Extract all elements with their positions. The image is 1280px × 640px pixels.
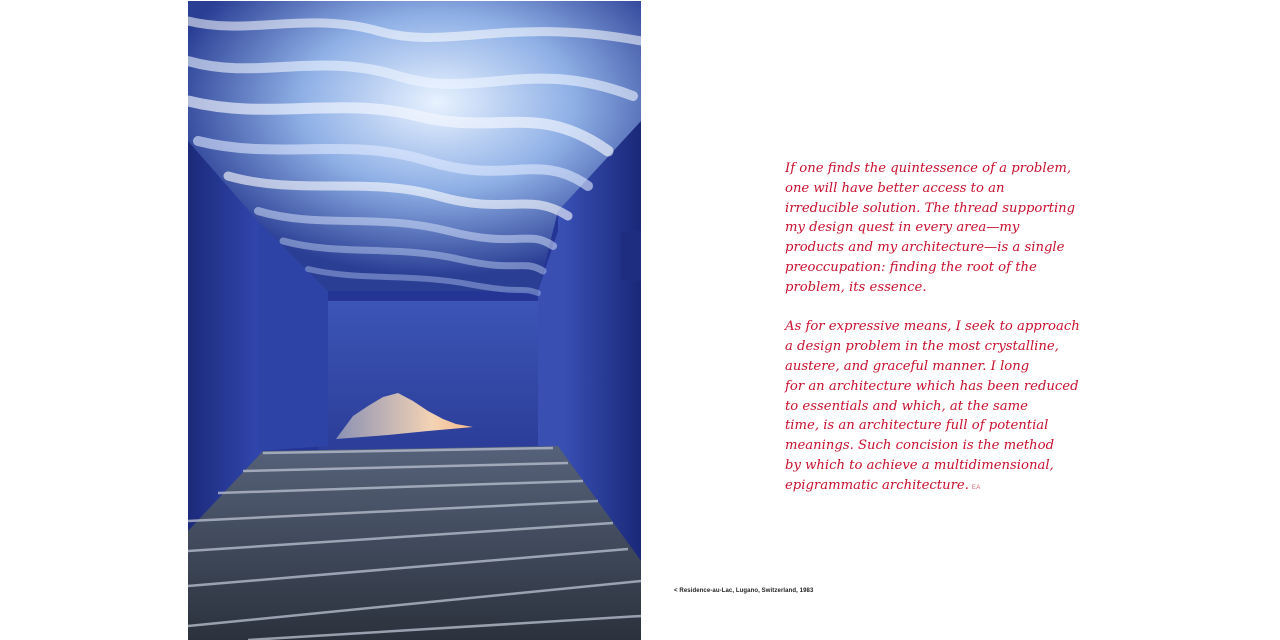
paragraph-gap — [785, 298, 1085, 318]
quote-line: products and my architecture—is a single — [785, 240, 1065, 256]
quote-line: meanings. Such concision is the method — [785, 438, 1055, 454]
caption-text: Residence-au-Lac, Lugano, Switzerland, 1983 — [679, 588, 814, 594]
quote-line: If one finds the quintessence of a problem, — [785, 161, 1072, 176]
caption-arrow-icon: < — [674, 588, 678, 594]
quote-line-text: epigrammatic architecture. — [785, 477, 969, 493]
quote-line: a design problem in the most crystalline, — [785, 339, 1059, 355]
quote-line: by which to achieve a multidimensional, — [785, 457, 1054, 473]
quote-last-line — [785, 476, 1085, 499]
quote-line: irreducible solution. The thread supporting — [785, 200, 1076, 216]
quote-block — [785, 159, 1085, 499]
quote-line: for an architecture which has been reduced — [785, 378, 1079, 394]
author-initials: EA — [971, 484, 981, 491]
photo-caption — [674, 588, 813, 594]
quote-line: to essentials and which, at the same — [785, 398, 1028, 414]
quote-line: my design quest in every area—my — [785, 220, 1020, 236]
quote-line: time, is an architecture full of potential — [785, 418, 1049, 434]
quote-line: problem, its essence. — [785, 279, 927, 295]
quote-line: As for expressive means, I seek to approach — [785, 319, 1080, 335]
architecture-photo — [188, 1, 641, 640]
quote-line: austere, and graceful manner. I long — [785, 358, 1030, 374]
quote-line: one will have better access to an — [785, 180, 1005, 196]
quote-line: preoccupation: finding the root of the — [785, 259, 1037, 275]
